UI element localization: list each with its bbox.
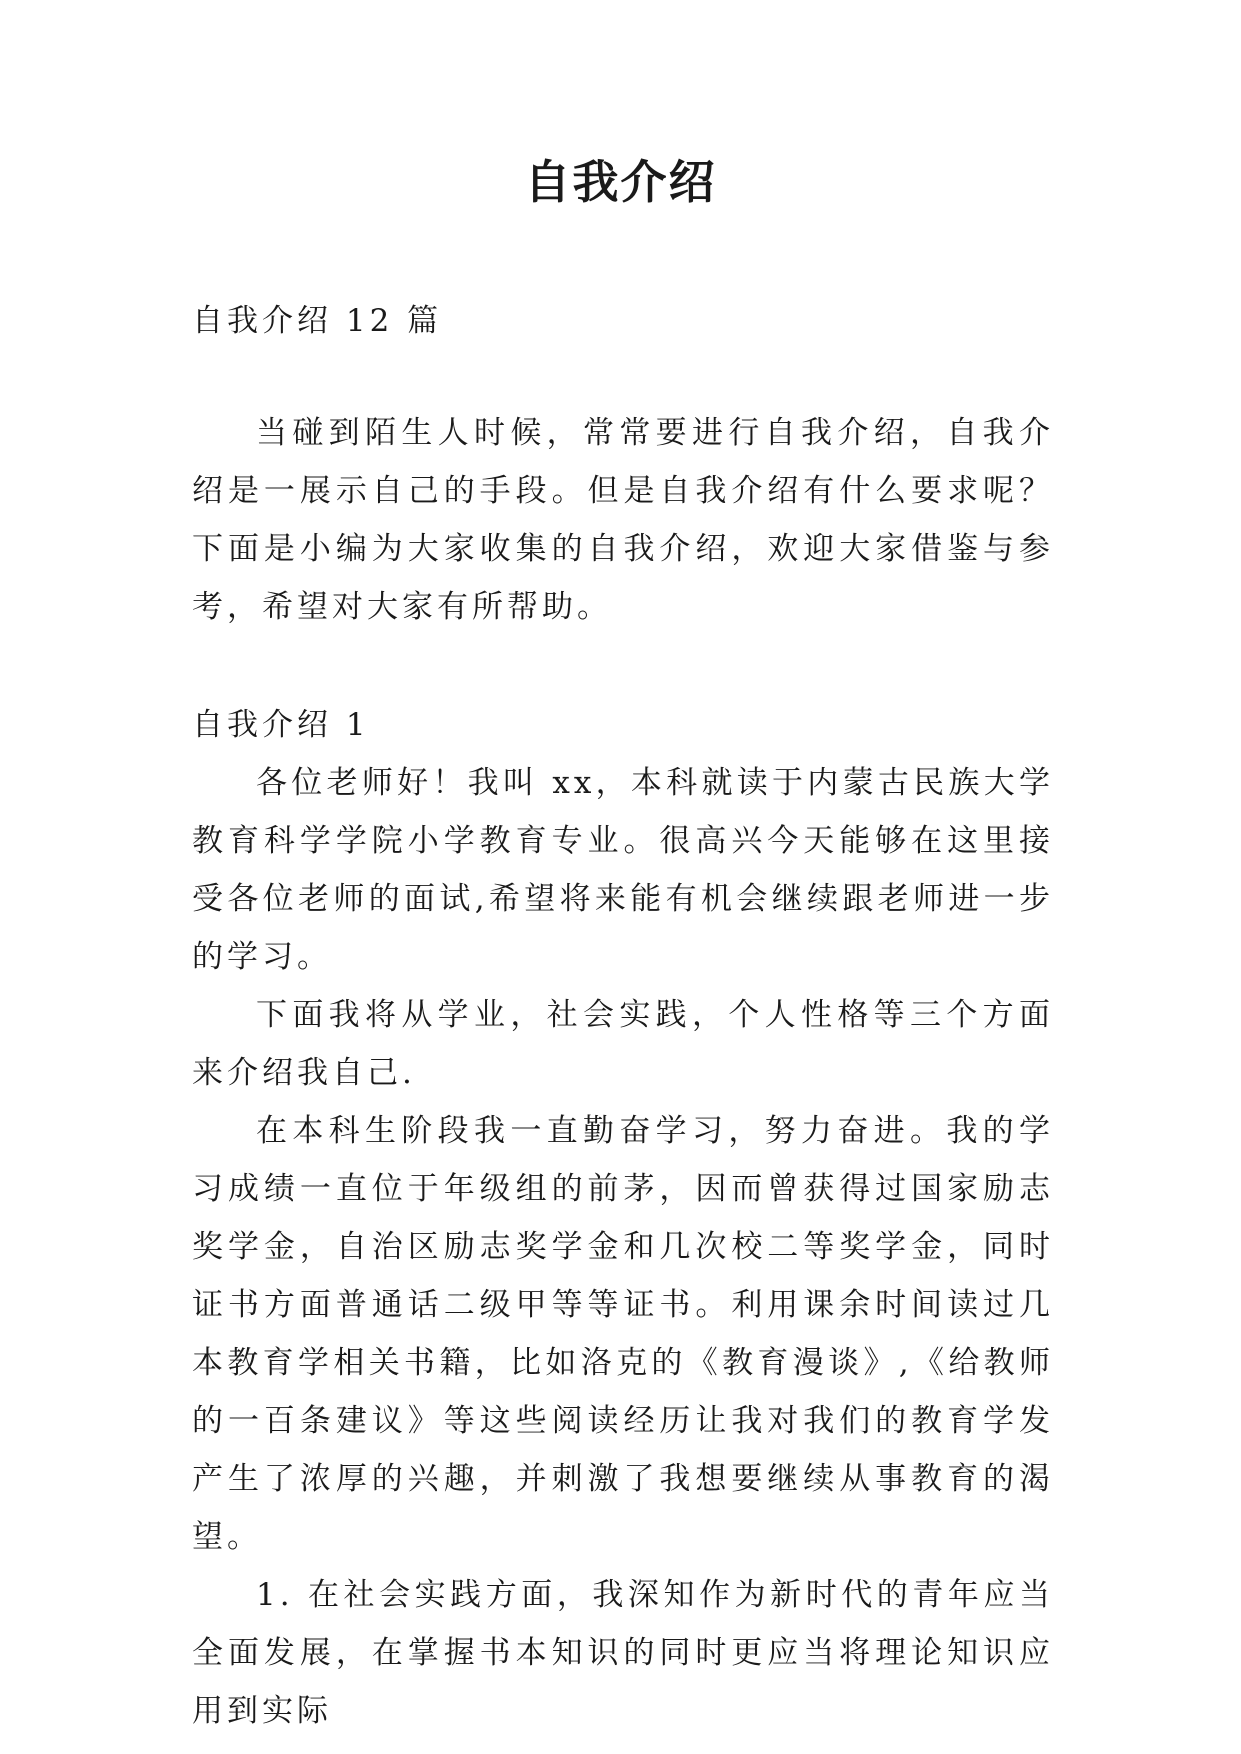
- section-heading: 自我介绍 1: [192, 707, 370, 743]
- intro-section: [192, 404, 1054, 636]
- section-1: [192, 696, 1054, 1740]
- section-paragraph: 在本科生阶段我一直勤奋学习，努力奋进。我的学习成绩一直位于年级组的前茅，因而曾获得过国家励志奖学金，自治区励志奖学金和几次校二等奖学金，同时证书方面普通话二级甲等等证书。利用课余时间读过几本教育学相关书籍，比如洛克的《教育漫谈》,《给教师的一百条建议》等这些阅读经历让我对我们的教育学发产生了浓厚的兴趣，并刺激了我想要继续从事教育的渴望。: [192, 1113, 1054, 1555]
- section-paragraph: 下面我将从学业，社会实践，个人性格等三个方面来介绍我自己.: [192, 997, 1054, 1091]
- document-title: 自我介绍: [524, 155, 717, 209]
- intro-paragraph: 当碰到陌生人时候，常常要进行自我介绍，自我介绍是一展示自己的手段。但是自我介绍有什么要求呢？下面是小编为大家收集的自我介绍，欢迎大家借鉴与参考，希望对大家有所帮助。: [192, 415, 1054, 625]
- section-paragraph: 各位老师好！我叫 xx，本科就读于内蒙古民族大学教育科学学院小学教育专业。很高兴今天能够在这里接受各位老师的面试,希望将来能有机会继续跟老师进一步的学习。: [192, 765, 1054, 975]
- section-paragraph: 1. 在社会实践方面，我深知作为新时代的青年应当全面发展，在掌握书本知识的同时更应当将理论知识应用到实际: [192, 1577, 1054, 1729]
- document-subtitle: 自我介绍 12 篇: [192, 303, 443, 339]
